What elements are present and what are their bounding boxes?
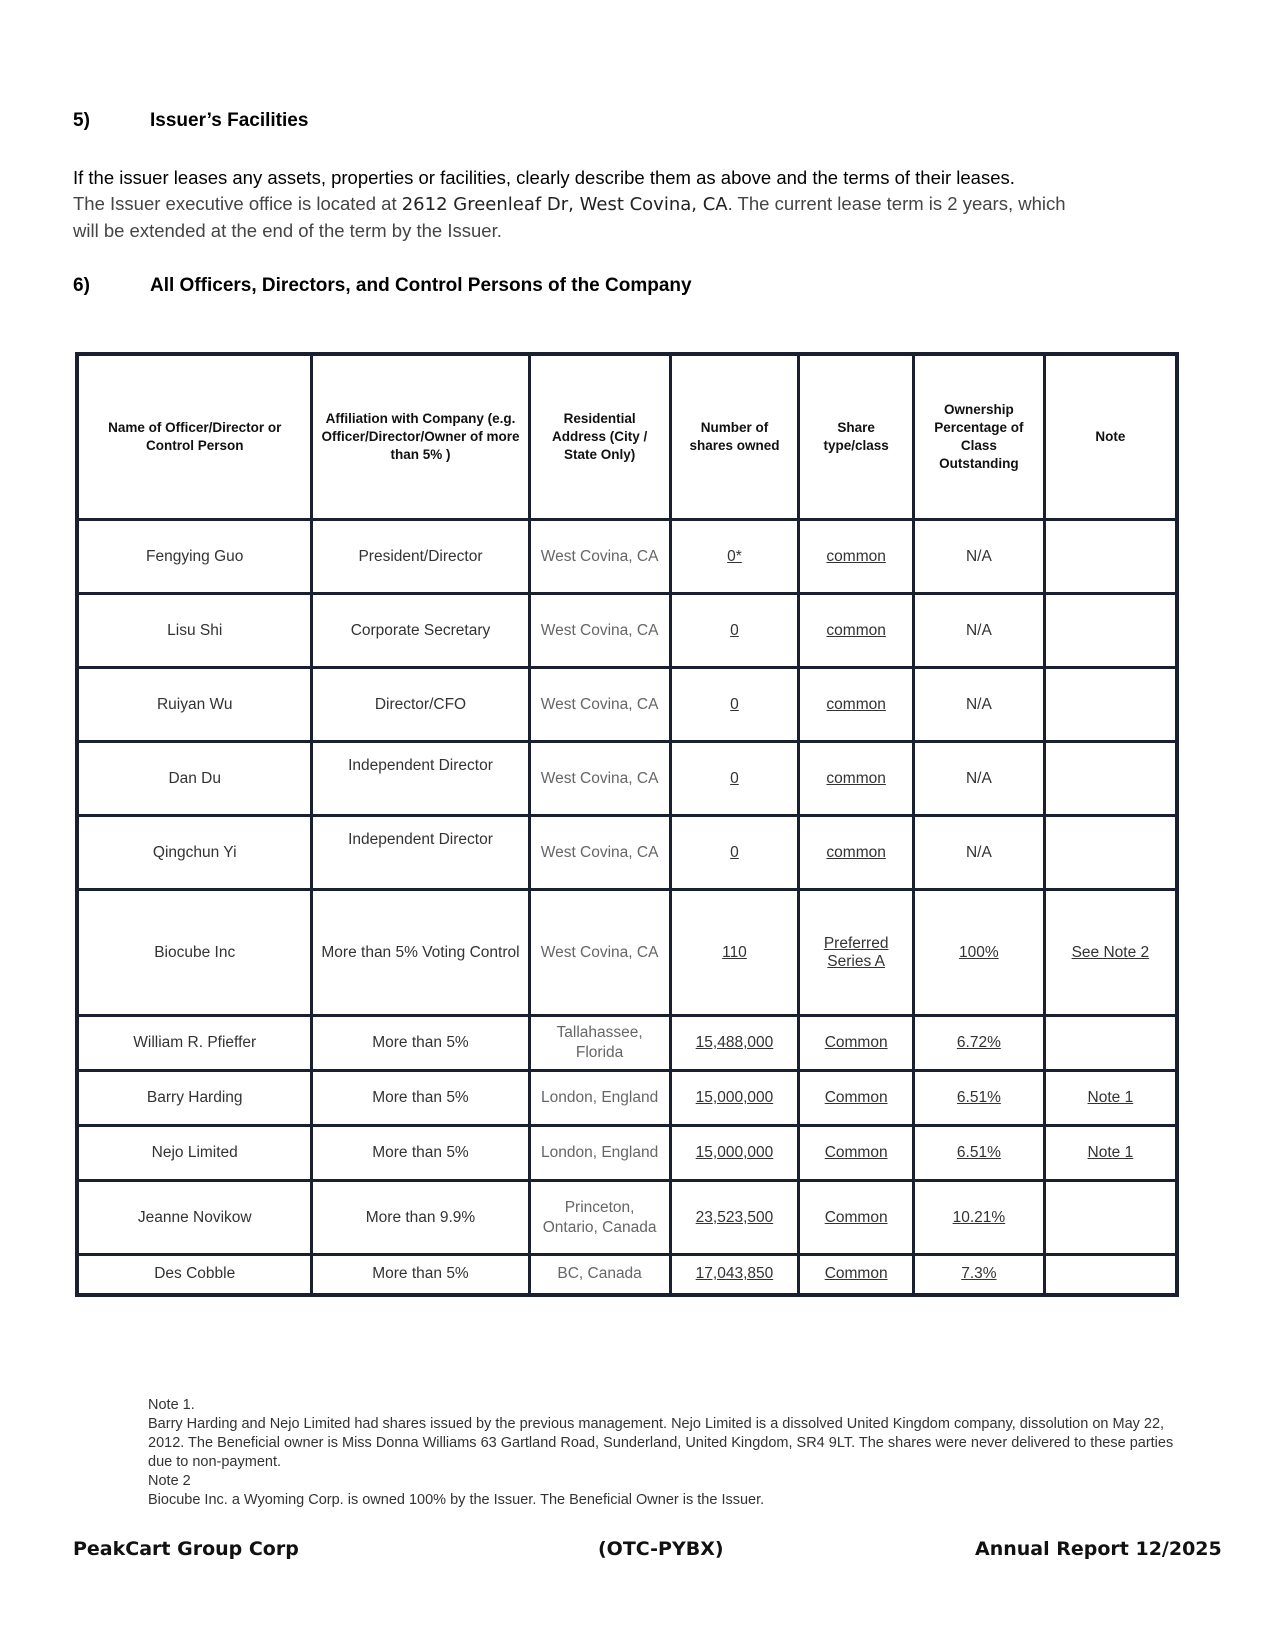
cell-note: [1044, 594, 1177, 668]
cell-shares: 0*: [670, 520, 799, 594]
cell-share-type: common: [799, 668, 914, 742]
cell-shares: 23,523,500: [670, 1181, 799, 1255]
cell-affiliation: More than 5%: [312, 1255, 529, 1295]
table-row: [77, 1071, 1177, 1126]
cell-share-type: common: [799, 594, 914, 668]
section-5-number: 5): [73, 110, 90, 131]
cell-shares: 15,000,000: [670, 1126, 799, 1181]
table-row: [77, 1181, 1177, 1255]
cell-shares: 110: [670, 890, 799, 1016]
cell-ownership-pct: N/A: [914, 594, 1045, 668]
cell-note: [1044, 742, 1177, 816]
cell-note: [1044, 1016, 1177, 1071]
cell-share-type: Common: [799, 1071, 914, 1126]
cell-ownership-pct: 6.51%: [914, 1071, 1045, 1126]
note-1-title: Note 1.: [148, 1397, 195, 1413]
header-name: Name of Officer/Director or Control Person: [77, 354, 312, 520]
cell-share-type: common: [799, 742, 914, 816]
table-row: [77, 742, 1177, 816]
cell-name: Des Cobble: [77, 1255, 312, 1295]
cell-name: Fengying Guo: [77, 520, 312, 594]
cell-name: Nejo Limited: [77, 1126, 312, 1181]
cell-address: West Covina, CA: [529, 742, 670, 816]
cell-affiliation: More than 5%: [312, 1071, 529, 1126]
section-5-paragraph: [73, 165, 1193, 244]
cell-address: West Covina, CA: [529, 816, 670, 890]
footnotes: [148, 1396, 1198, 1510]
cell-ownership-pct: N/A: [914, 668, 1045, 742]
cell-affiliation: Independent Director: [312, 816, 529, 890]
cell-shares: 17,043,850: [670, 1255, 799, 1295]
note-1-text: Barry Harding and Nejo Limited had shares issued by the previous management. Nejo Limited is a dissolved United Kingdom company, dissolution on May 22, 2012. The Beneficial owner is Miss Donna Williams 63 Gartland Road, Sunderland, United Kingdom, SR4 9LT. The shares were never delivered to these parties due to non-payment.: [148, 1416, 1174, 1470]
cell-shares: 0: [670, 742, 799, 816]
cell-address: London, England: [529, 1071, 670, 1126]
header-shares: Number of shares owned: [670, 354, 799, 520]
cell-shares: 0: [670, 668, 799, 742]
header-address: Residential Address (City / State Only): [529, 354, 670, 520]
line-2-suffix: . The current lease term is 2 years, which: [727, 193, 1066, 214]
cell-ownership-pct: 7.3%: [914, 1255, 1045, 1295]
cell-address: Princeton, Ontario, Canada: [529, 1181, 670, 1255]
section-6-number: 6): [73, 275, 90, 296]
cell-name: Qingchun Yi: [77, 816, 312, 890]
table-header-row: [77, 354, 1177, 520]
cell-shares: 0: [670, 594, 799, 668]
cell-note: Note 1: [1044, 1071, 1177, 1126]
cell-note: [1044, 520, 1177, 594]
footer-report: Annual Report 12/2025: [975, 1538, 1222, 1560]
cell-share-type: Common: [799, 1016, 914, 1071]
cell-ownership-pct: 10.21%: [914, 1181, 1045, 1255]
cell-shares: 0: [670, 816, 799, 890]
header-note: Note: [1044, 354, 1177, 520]
cell-affiliation: President/Director: [312, 520, 529, 594]
section-5-title: Issuer’s Facilities: [150, 110, 309, 131]
cell-share-type: Preferred Series A: [799, 890, 914, 1016]
cell-address: West Covina, CA: [529, 520, 670, 594]
officers-table: [75, 352, 1179, 1297]
cell-share-type: Common: [799, 1255, 914, 1295]
cell-address: London, England: [529, 1126, 670, 1181]
cell-address: West Covina, CA: [529, 668, 670, 742]
cell-share-type: Common: [799, 1181, 914, 1255]
cell-ownership-pct: 6.51%: [914, 1126, 1045, 1181]
cell-name: Biocube Inc: [77, 890, 312, 1016]
section-5-line-1: If the issuer leases any assets, properties or facilities, clearly describe them as above and the terms of their leases.: [73, 167, 1015, 188]
section-5-line-3: will be extended at the end of the term by the Issuer.: [73, 220, 502, 241]
cell-share-type: common: [799, 520, 914, 594]
footer-ticker: (OTC-PYBX): [598, 1538, 724, 1560]
cell-affiliation: More than 5%: [312, 1016, 529, 1071]
cell-name: Barry Harding: [77, 1071, 312, 1126]
table-row: [77, 594, 1177, 668]
office-address: 2612 Greenleaf Dr, West Covina, CA: [401, 194, 728, 215]
section-5-line-2: [73, 191, 1193, 218]
section-5-heading: [73, 110, 308, 132]
header-share-type: Share type/class: [799, 354, 914, 520]
cell-note: [1044, 1255, 1177, 1295]
cell-shares: 15,000,000: [670, 1071, 799, 1126]
cell-affiliation: More than 5% Voting Control: [312, 890, 529, 1016]
section-6-title: All Officers, Directors, and Control Persons of the Company: [150, 275, 692, 296]
cell-note: [1044, 1181, 1177, 1255]
header-affiliation: Affiliation with Company (e.g. Officer/Director/Owner of more than 5% ): [312, 354, 529, 520]
section-6-heading: [73, 275, 692, 297]
cell-affiliation: More than 9.9%: [312, 1181, 529, 1255]
table-row: [77, 1016, 1177, 1071]
note-2-text: Biocube Inc. a Wyoming Corp. is owned 100% by the Issuer. The Beneficial Owner is the Issuer.: [148, 1492, 765, 1508]
cell-note: See Note 2: [1044, 890, 1177, 1016]
officers-table-container: [75, 352, 1179, 1332]
cell-share-type: common: [799, 816, 914, 890]
cell-name: William R. Pfieffer: [77, 1016, 312, 1071]
cell-ownership-pct: 6.72%: [914, 1016, 1045, 1071]
table-row: [77, 1255, 1177, 1295]
cell-affiliation: Director/CFO: [312, 668, 529, 742]
cell-address: West Covina, CA: [529, 890, 670, 1016]
table-row: [77, 1126, 1177, 1181]
line-2-prefix: The Issuer executive office is located at: [73, 193, 402, 214]
cell-ownership-pct: N/A: [914, 520, 1045, 594]
table-row: [77, 668, 1177, 742]
cell-shares: 15,488,000: [670, 1016, 799, 1071]
footer-company: PeakCart Group Corp: [73, 1538, 299, 1560]
cell-share-type: Common: [799, 1126, 914, 1181]
cell-name: Dan Du: [77, 742, 312, 816]
cell-affiliation: More than 5%: [312, 1126, 529, 1181]
cell-note: [1044, 668, 1177, 742]
cell-note: [1044, 816, 1177, 890]
cell-affiliation: Independent Director: [312, 742, 529, 816]
table-row: [77, 520, 1177, 594]
cell-ownership-pct: N/A: [914, 742, 1045, 816]
cell-ownership-pct: 100%: [914, 890, 1045, 1016]
cell-affiliation: Corporate Secretary: [312, 594, 529, 668]
cell-address: BC, Canada: [529, 1255, 670, 1295]
cell-name: Lisu Shi: [77, 594, 312, 668]
table-row: [77, 816, 1177, 890]
cell-address: Tallahassee, Florida: [529, 1016, 670, 1071]
note-2-title: Note 2: [148, 1473, 191, 1489]
cell-ownership-pct: N/A: [914, 816, 1045, 890]
cell-name: Ruiyan Wu: [77, 668, 312, 742]
cell-address: West Covina, CA: [529, 594, 670, 668]
header-ownership-pct: Ownership Percentage of Class Outstanding: [914, 354, 1045, 520]
table-row: [77, 890, 1177, 1016]
cell-note: Note 1: [1044, 1126, 1177, 1181]
cell-name: Jeanne Novikow: [77, 1181, 312, 1255]
